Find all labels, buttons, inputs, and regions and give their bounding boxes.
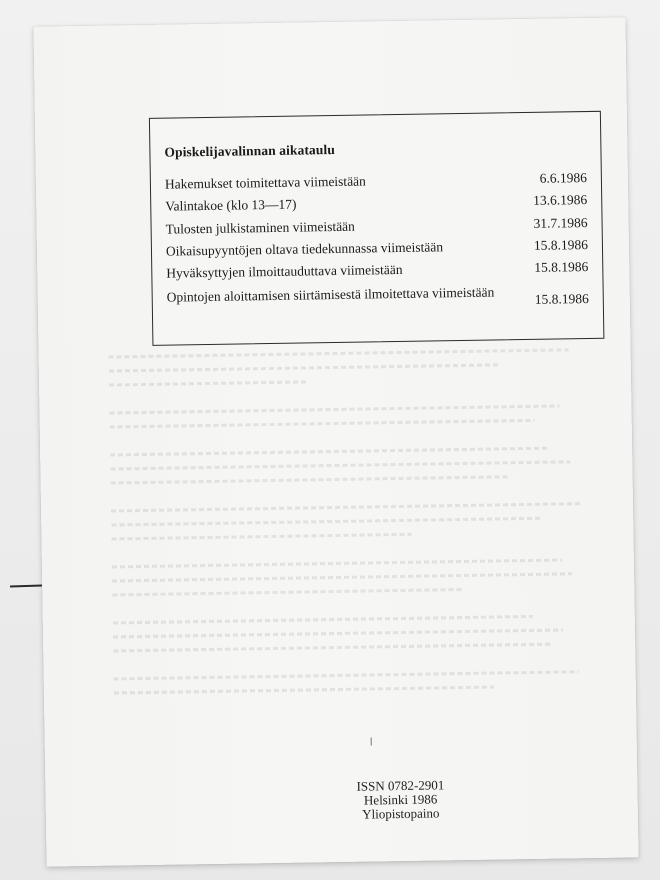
tick-mark [371, 737, 372, 745]
schedule-row-label: Hakemukset toimitettava viimeistään [164, 173, 366, 192]
colophon [335, 778, 466, 822]
schedule-box [149, 111, 605, 346]
schedule-row-date: 13.6.1986 [533, 192, 588, 208]
schedule-row-label: Tulosten julkistaminen viimeistään [165, 218, 355, 237]
schedule-row [165, 237, 589, 259]
schedule-row-label: Valintakoe (klo 13—17) [165, 196, 297, 214]
schedule-row-date: 15.8.1986 [534, 259, 589, 275]
schedule-row-date: 15.8.1986 [534, 291, 589, 307]
show-through-text [109, 348, 615, 766]
schedule-row-date: 31.7.1986 [533, 215, 588, 231]
place-year-text: Helsinki 1986 [363, 791, 438, 808]
schedule-row-label: Hyväksyttyjen ilmoittauduttava viimeistään [166, 261, 403, 281]
schedule-row [166, 259, 589, 281]
schedule-title: Opiskelijavalinnan aikataulu [164, 141, 336, 160]
schedule-row-label: Opintojen aloittamisen siirtämisestä ilmoitettava viimeistään [166, 284, 495, 305]
schedule-row [166, 283, 589, 307]
schedule-row [164, 170, 587, 192]
printer-text: Yliopistopaino [362, 805, 440, 822]
schedule-row-date: 15.8.1986 [533, 237, 589, 253]
schedule-row-label: Oikaisupyyntöjen oltava tiedekunnassa viimeistään [165, 239, 444, 259]
schedule-row [165, 192, 588, 214]
issn-text: ISSN 0782-2901 [356, 777, 445, 794]
paper-page [33, 17, 638, 866]
schedule-row-date: 6.6.1986 [539, 170, 587, 186]
schedule-row [165, 215, 588, 237]
